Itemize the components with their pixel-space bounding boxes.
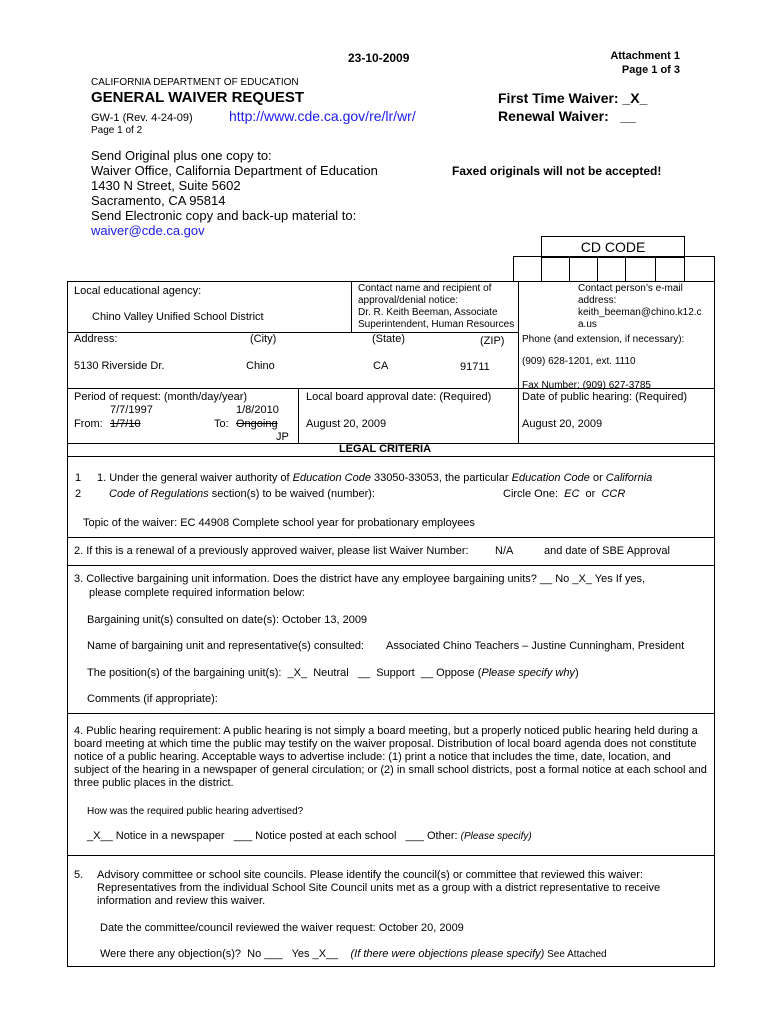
column-divider: [518, 281, 519, 443]
cd-code-divider: [569, 256, 570, 281]
rule: [67, 565, 714, 566]
board-approval-date[interactable]: August 20, 2009: [306, 418, 387, 430]
send-line: Send Original plus one copy to:: [91, 148, 272, 163]
column-divider: [298, 388, 299, 443]
cd-code-label: CD CODE: [580, 239, 646, 255]
to-label: To:: [214, 418, 229, 430]
state-label: (State): [372, 333, 406, 345]
faxed-warning: Faxed originals will not be accepted!: [452, 164, 662, 178]
hearing-date-label: Date of public hearing: (Required): [522, 391, 688, 403]
text: California: [605, 472, 653, 484]
item5-number: 5.: [74, 869, 84, 881]
item-marker: 1: [75, 472, 82, 484]
text: ): [574, 667, 579, 679]
item2-text: 2. If this is a renewal of a previously approved waiver, please list Waiver Number:: [74, 545, 469, 557]
send-line: Waiver Office, California Department of Education: [91, 163, 378, 178]
form-page: Page 1 of 2: [91, 125, 143, 136]
rule: [67, 537, 714, 538]
phone-value[interactable]: (909) 628-1201, ext. 1110: [522, 356, 636, 367]
rule: [67, 332, 518, 333]
attachment-label: Attachment 1: [610, 50, 680, 62]
text: (Please specify): [460, 831, 532, 842]
bargaining-unit-label: Name of bargaining unit and representative(s) consulted:: [87, 640, 364, 652]
text: Code of Regulations: [109, 488, 209, 500]
from-struck-value: 1/7/10: [110, 418, 141, 430]
page-number: Page 1 of 3: [621, 64, 680, 76]
zip-label: (ZIP): [480, 335, 505, 347]
fax-value[interactable]: Fax Number: (909) 627-3785: [522, 380, 651, 391]
waiver-url-link[interactable]: http://www.cde.ca.gov/re/lr/wr/: [229, 108, 416, 124]
text: or: [589, 472, 606, 484]
initials: JP: [276, 431, 289, 443]
agency-label: Local educational agency:: [74, 285, 202, 297]
committee-review-date[interactable]: Date the committee/council reviewed the waiver request: October 20, 2009: [100, 922, 464, 934]
city-value[interactable]: Chino: [246, 360, 275, 372]
text: The position(s) of the bargaining unit(s): _X_ Neutral __ Support __ Oppose (: [87, 667, 482, 679]
form-id: GW-1 (Rev. 4-24-09): [91, 112, 193, 124]
document-date: 23-10-2009: [348, 51, 410, 65]
cd-code-header: [541, 236, 685, 258]
text: 1. Under the general waiver authority of: [97, 472, 293, 484]
text: or: [579, 488, 602, 500]
rule: [67, 713, 714, 714]
contact-label: Contact name and recipient of approval/denial notice:: [358, 283, 492, 306]
board-approval-label: Local board approval date: (Required): [306, 391, 492, 403]
cd-code-divider: [625, 256, 626, 281]
cd-code-divider: [684, 256, 685, 281]
address-label: Address:: [74, 333, 118, 345]
text: Please specify why: [481, 667, 575, 679]
send-to-block: [91, 148, 378, 238]
renewal-waiver: Renewal Waiver: __: [498, 108, 636, 124]
period-from-date[interactable]: 7/7/1997: [110, 404, 153, 416]
legal-criteria-heading: LEGAL CRITERIA: [338, 443, 432, 455]
item3-line2: please complete required information below:: [89, 587, 305, 599]
period-to-date[interactable]: 1/8/2010: [236, 404, 279, 416]
cd-code-divider: [655, 256, 656, 281]
item1-line2: [109, 488, 375, 500]
ccr-option[interactable]: CCR: [601, 488, 626, 500]
zip-value[interactable]: 91711: [460, 361, 490, 373]
bargaining-position[interactable]: [87, 667, 579, 679]
department-name: CALIFORNIA DEPARTMENT OF EDUCATION: [91, 77, 299, 88]
to-struck-value: Ongoing: [236, 418, 278, 430]
text: Were there any objection(s)? No ___ Yes _X__: [100, 948, 351, 960]
waiver-number-value[interactable]: N/A: [495, 545, 514, 557]
item3-line1: 3. Collective bargaining unit information. Does the district have any employee bargaining units? __ No _X_ Yes If yes,: [74, 573, 646, 585]
text: section(s) to be waived (number):: [208, 488, 375, 500]
period-label: Period of request: (month/day/year): [74, 391, 248, 403]
ec-option[interactable]: EC: [564, 488, 580, 500]
contact-value[interactable]: Dr. R. Keith Beeman, Associate Superintendent, Human Resources: [358, 307, 515, 330]
state-value[interactable]: CA: [373, 360, 389, 372]
sbe-approval-label: and date of SBE Approval: [544, 545, 670, 557]
notice-options[interactable]: [87, 830, 532, 842]
rule: [67, 855, 714, 856]
text: _X__ Notice in a newspaper ___ Notice posted at each school ___ Other:: [87, 830, 461, 842]
text: Education Code: [292, 472, 371, 484]
text: (If there were objections please specify): [350, 948, 545, 960]
agency-value[interactable]: Chino Valley Unified School District: [92, 311, 264, 323]
rule: [67, 456, 714, 457]
city-label: (City): [250, 333, 277, 345]
send-line: 1430 N Street, Suite 5602: [91, 178, 241, 193]
street-value[interactable]: 5130 Riverside Dr.: [74, 360, 165, 372]
objections-line[interactable]: [100, 948, 607, 960]
from-label: From:: [74, 418, 103, 430]
text: 33050-33053, the particular: [370, 472, 512, 484]
item5-text: Advisory committee or school site councils. Please identify the council(s) or committee that reviewed this waiver: Representatives from the individual School Site Council units met as a group with a district representative to receive information and review this waiver.: [97, 869, 661, 907]
column-divider: [351, 281, 352, 333]
text: See Attached: [544, 949, 607, 960]
item4-text: 4. Public hearing requirement: A public hearing is not simply a board meeting, but a properly noticed public hearing held during a board meeting at which time the public may testify on the waiver proposal. Distribution of local board agenda does not constitute notice of a public hearing. Acceptable ways to advertise include: (1) print a notice that includes the time, date, location, and subject of the hearing in a newspaper of general circulation; or (2) in small school districts, post a formal notice at each school and three public places in the district.: [74, 725, 707, 789]
comments-label: Comments (if appropriate):: [87, 693, 218, 705]
waiver-email-link[interactable]: waiver@cde.ca.gov: [91, 223, 205, 238]
bargaining-consulted[interactable]: Bargaining unit(s) consulted on date(s): October 13, 2009: [87, 614, 368, 626]
first-time-waiver: First Time Waiver: _X_: [498, 90, 648, 106]
text: Circle One:: [503, 488, 565, 500]
send-line: Send Electronic copy and back-up material to:: [91, 208, 357, 223]
phone-label: Phone (and extension, if necessary):: [522, 334, 685, 345]
waiver-topic[interactable]: Topic of the waiver: EC 44908 Complete school year for probationary employees: [83, 517, 475, 529]
bargaining-unit-value[interactable]: Associated Chino Teachers – Justine Cunningham, President: [386, 640, 685, 652]
form-title: GENERAL WAIVER REQUEST: [91, 89, 305, 106]
circle-one: [503, 488, 625, 500]
cd-code-divider: [541, 256, 542, 281]
send-line: Sacramento, CA 95814: [91, 193, 226, 208]
hearing-date-value[interactable]: August 20, 2009: [522, 418, 603, 430]
advertised-label: How was the required public hearing advertised?: [87, 806, 304, 817]
text: Education Code: [511, 472, 590, 484]
item-marker: 2: [75, 488, 82, 500]
item1-line1: [97, 472, 652, 484]
email-value[interactable]: keith_beeman@chino.k12.ca.us: [578, 307, 702, 330]
cd-code-divider: [597, 256, 598, 281]
email-label: Contact person’s e-mail address:: [578, 283, 683, 306]
